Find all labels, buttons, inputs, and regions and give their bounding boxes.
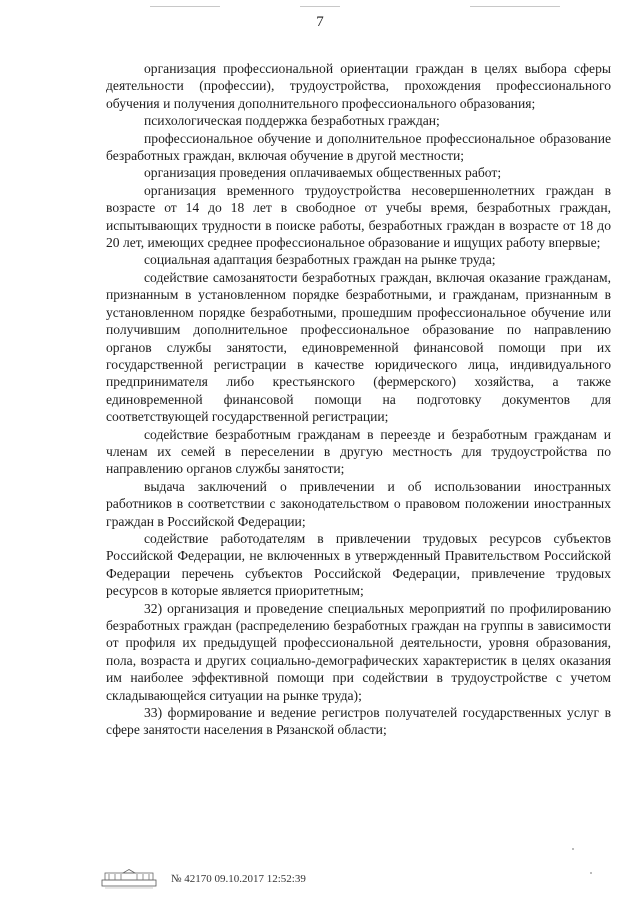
document-registration-stamp: № 42170 09.10.2017 12:52:39 xyxy=(171,873,306,885)
scan-artifact xyxy=(150,6,220,7)
paragraph: содействие самозанятости безработных граждан, включая оказание гражданам, признанным в установленном порядке безработными, и гражданам, признанным в установленном порядке безработными, прошедшим профессиональное обучение или получившим дополнительное профессиональное образование по направлению органов службы занятости, единовременной финансовой помощи при их государственной регистрации в качестве юридического лица, индивидуального предпринимателя либо крестьянского (фермерского) хозяйства, а также единовременной финансовой помощи на подготовку документов для соответствующей государственной регистрации; xyxy=(106,269,611,425)
document-body xyxy=(106,60,611,739)
document-footer xyxy=(101,869,306,889)
paragraph: выдача заключений о привлечении и об использовании иностранных работников в соответствии с законодательством о правовом положении иностранных граждан в Российской Федерации; xyxy=(106,478,611,529)
paragraph-item-33: 33) формирование и ведение регистров получателей государственных услуг в сфере занятости населения в Рязанской области; xyxy=(106,705,611,738)
paragraph: профессиональное обучение и дополнительное профессиональное образование безработных граждан, включая обучение в другой местности; xyxy=(106,130,611,164)
scan-artifact xyxy=(590,872,592,874)
paragraph: содействие безработным гражданам в переезде и безработным гражданам и членам их семей в переселении в другую местность для трудоустройства по направлению органов службы занятости; xyxy=(106,426,611,477)
paragraph: организация проведения оплачиваемых общественных работ; xyxy=(144,165,502,181)
paragraph: содействие работодателям в привлечении трудовых ресурсов субъектов Российской Федерации, не включенных в утвержденный Правительством Российской Федерации перечень субъектов Российской Федерации, привлечение трудовых ресурсов в которые является приоритетным; xyxy=(106,530,611,599)
paragraph: психологическая поддержка безработных граждан; xyxy=(144,113,440,129)
paragraph-item-32: 32) организация и проведение специальных мероприятий по профилированию безработных граждан (распределению безработных граждан на группы в зависимости от профиля их предыдущей профессиональной деятельности, уровня образования, пола, возраста и других социально-демографических характеристик в целях оказания им наиболее эффективной помощи при содействии в трудоустройстве с учетом складывающейся ситуации на рынке труда); xyxy=(106,600,611,703)
scan-artifact xyxy=(300,6,340,7)
page-number: 7 xyxy=(316,14,324,30)
paragraph: организация профессиональной ориентации граждан в целях выбора сферы деятельности (профессии), трудоустройства, прохождения профессионального обучения и получения дополнительного профессионального образования; xyxy=(106,61,611,111)
government-building-logo-icon xyxy=(101,869,157,889)
scan-artifact xyxy=(572,848,574,850)
paragraph: организация временного трудоустройства несовершеннолетних граждан в возрасте от 14 до 18 лет в свободное от учебы время, безработных граждан, испытывающих трудности в поиске работы, безработных граждан в возрасте от 18 до 20 лет, имеющих среднее профессиональное образование и ищущих работу впервые; xyxy=(106,182,611,251)
scan-artifact xyxy=(470,6,560,7)
paragraph: социальная адаптация безработных граждан на рынке труда; xyxy=(144,252,496,268)
